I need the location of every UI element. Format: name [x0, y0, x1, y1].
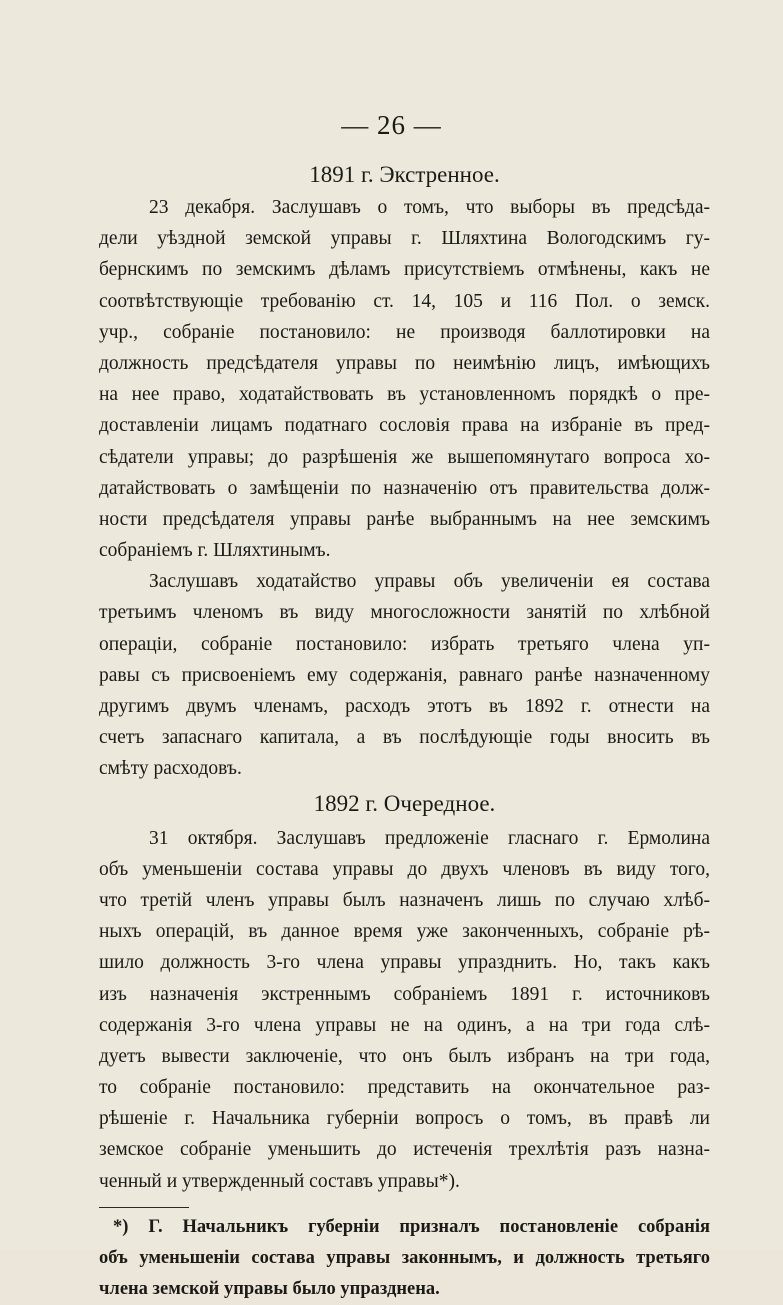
section-1891-text: [99, 192, 710, 785]
footnote-line: объ уменьшеніи состава управы законнымъ, и должность третьяго: [99, 1247, 710, 1268]
section-1892-text: [99, 823, 710, 1197]
text-line: равы съ присвоеніемъ ему содержанія, равнаго ранѣе назначенному: [99, 664, 710, 686]
text-line: 23 декабря. Заслушавъ о томъ, что выборы въ предсѣда-: [149, 197, 710, 218]
text-line: бернскимъ по земскимъ дѣламъ присутствіемъ отмѣнены, какъ не: [99, 259, 710, 281]
page-body: [99, 158, 710, 1305]
text-line: соотвѣтствующіе требованію ст. 14, 105 и 116 Пол. о земск.: [99, 290, 710, 312]
text-line: собраніемъ г. Шляхтинымъ.: [99, 540, 331, 562]
text-line: датайствовать о замѣщеніи по назначенію отъ правительства долж-: [99, 477, 710, 499]
text-line: рѣшеніе г. Начальника губерніи вопросъ о томъ, въ правѣ ли: [99, 1108, 710, 1130]
text-line: должность предсѣдателя управы по неимѣнію лицъ, имѣющихъ: [99, 352, 710, 374]
footnote: [99, 1212, 710, 1305]
text-line: учр., собраніе постановило: не производя баллотировки на: [99, 321, 710, 343]
text-line: счетъ запаснаго капитала, а въ послѣдующіе годы вносить въ: [99, 727, 710, 749]
page-number: — 26 —: [341, 110, 442, 140]
text-line: доставленіи лицамъ податнаго сословія права на избраніе въ пред-: [99, 415, 710, 437]
text-line: содержанія 3-го члена управы не на одинъ, а на три года слѣ-: [99, 1014, 710, 1036]
text-line: дуетъ вывести заключеніе, что онъ былъ избранъ на три года,: [99, 1045, 710, 1067]
text-line: земское собраніе уменьшить до истеченія трехлѣтія разъ назна-: [99, 1139, 710, 1161]
text-line: ченный и утвержденный составъ управы*).: [99, 1170, 460, 1192]
text-line: третьимъ членомъ въ виду многосложности занятій по хлѣбной: [99, 602, 710, 624]
text-line: шило должность 3-го члена управы упразднить. Но, такъ какъ: [99, 952, 710, 974]
text-line: Заслушавъ ходатайство управы объ увеличеніи ея состава: [149, 571, 710, 593]
text-line: на нее право, ходатайствовать въ установленномъ порядкѣ о пре-: [99, 384, 710, 406]
text-line: другимъ двумъ членамъ, расходъ этотъ въ 1892 г. отнести на: [99, 696, 710, 717]
text-line: изъ назначенія экстреннымъ собраніемъ 1891 г. источниковъ: [99, 983, 710, 1005]
text-line: операціи, собраніе постановило: избрать третьяго члена уп-: [99, 633, 710, 655]
footnote-line: *) Г. Начальникъ губерніи призналъ постановленіе собранія: [113, 1216, 710, 1237]
text-line: сѣдатели управы; до разрѣшенія же вышепомянутаго вопроса хо-: [99, 446, 710, 468]
text-line: смѣту расходовъ.: [99, 758, 242, 780]
footnote-divider: [99, 1207, 189, 1208]
text-line: объ уменьшеніи состава управы до двухъ членовъ въ виду того,: [99, 858, 710, 880]
text-line: 31 октября. Заслушавъ предложеніе гласнаго г. Ермолина: [149, 827, 710, 849]
text-line: дели уѣздной земской управы г. Шляхтина Вологодскимъ гу-: [99, 228, 710, 250]
text-line: то собраніе постановило: представить на окончательное раз-: [99, 1077, 710, 1099]
section-heading-1891: 1891 г. Экстренное.: [309, 162, 500, 187]
text-line: ности предсѣдателя управы ранѣе выбраннымъ на нее земскимъ: [99, 508, 710, 530]
section-heading-1892: 1892 г. Очередное.: [313, 790, 496, 816]
text-line: ныхъ операцій, въ данное время уже законченныхъ, собраніе рѣ-: [99, 921, 710, 943]
text-line: что третій членъ управы былъ назначенъ лишь по случаю хлѣб-: [99, 889, 710, 911]
footnote-line: члена земской управы было упразднена.: [99, 1278, 440, 1299]
